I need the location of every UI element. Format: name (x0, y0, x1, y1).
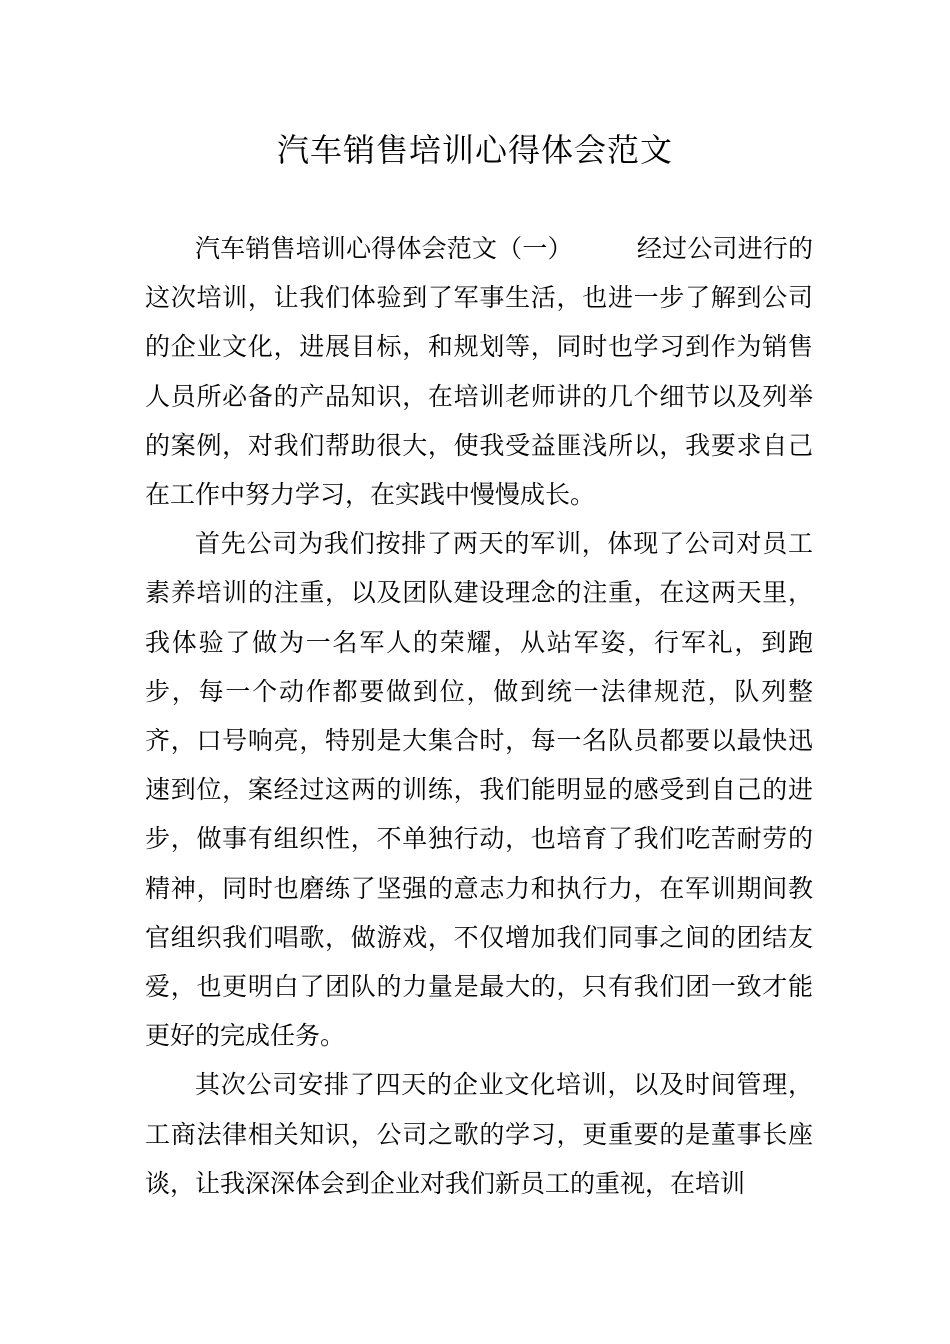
document-title: 汽车销售培训心得体会范文 (276, 131, 673, 169)
paragraph-2: 首先公司为我们按排了两天的军训，体现了公司对员工素养培训的注重，以及团队建设理念的注重，在这两天里，我体验了做为一名军人的荣耀，从站军姿，行军礼，到跑步，每一个动作都要做到位，做到统一法律规范，队列整齐，口号响亮，特别是大集合时，每一名队员都要以最快迅速到位，案经过这两的训练，我们能明显的感受到自己的进步，做事有组织性，不单独行动，也培育了我们吃苦耐劳的精神，同时也磨练了坚强的意志力和执行力，在军训期间教官组织我们唱歌，做游戏，不仅增加我们同事之间的团结友爱，也更明白了团队的力量是最大的，只有我们团一致才能更好的完成任务。 (145, 529, 813, 1051)
paragraph-1 (145, 224, 813, 519)
paragraph-3: 其次公司安排了四天的企业文化培训，以及时间管理，工商法律相关知识，公司之歌的学习，更重要的是董事长座谈，让我深深体会到企业对我们新员工的重视，在培训 (145, 1070, 813, 1198)
paragraph-1-text: 经过公司进行的这次培训，让我们体验到了军事生活，也进一步了解到公司的企业文化，进展目标，和规划等，同时也学习到作为销售人员所必备的产品知识，在培训老师讲的几个细节以及列举的案例，对我们帮助很大，使我受益匪浅所以，我要求自己在工作中努力学习，在实践中慢慢成长。 (145, 234, 813, 510)
document-body (145, 224, 813, 1208)
paragraph-1-lead: 汽车销售培训心得体会范文（一） (195, 234, 573, 263)
